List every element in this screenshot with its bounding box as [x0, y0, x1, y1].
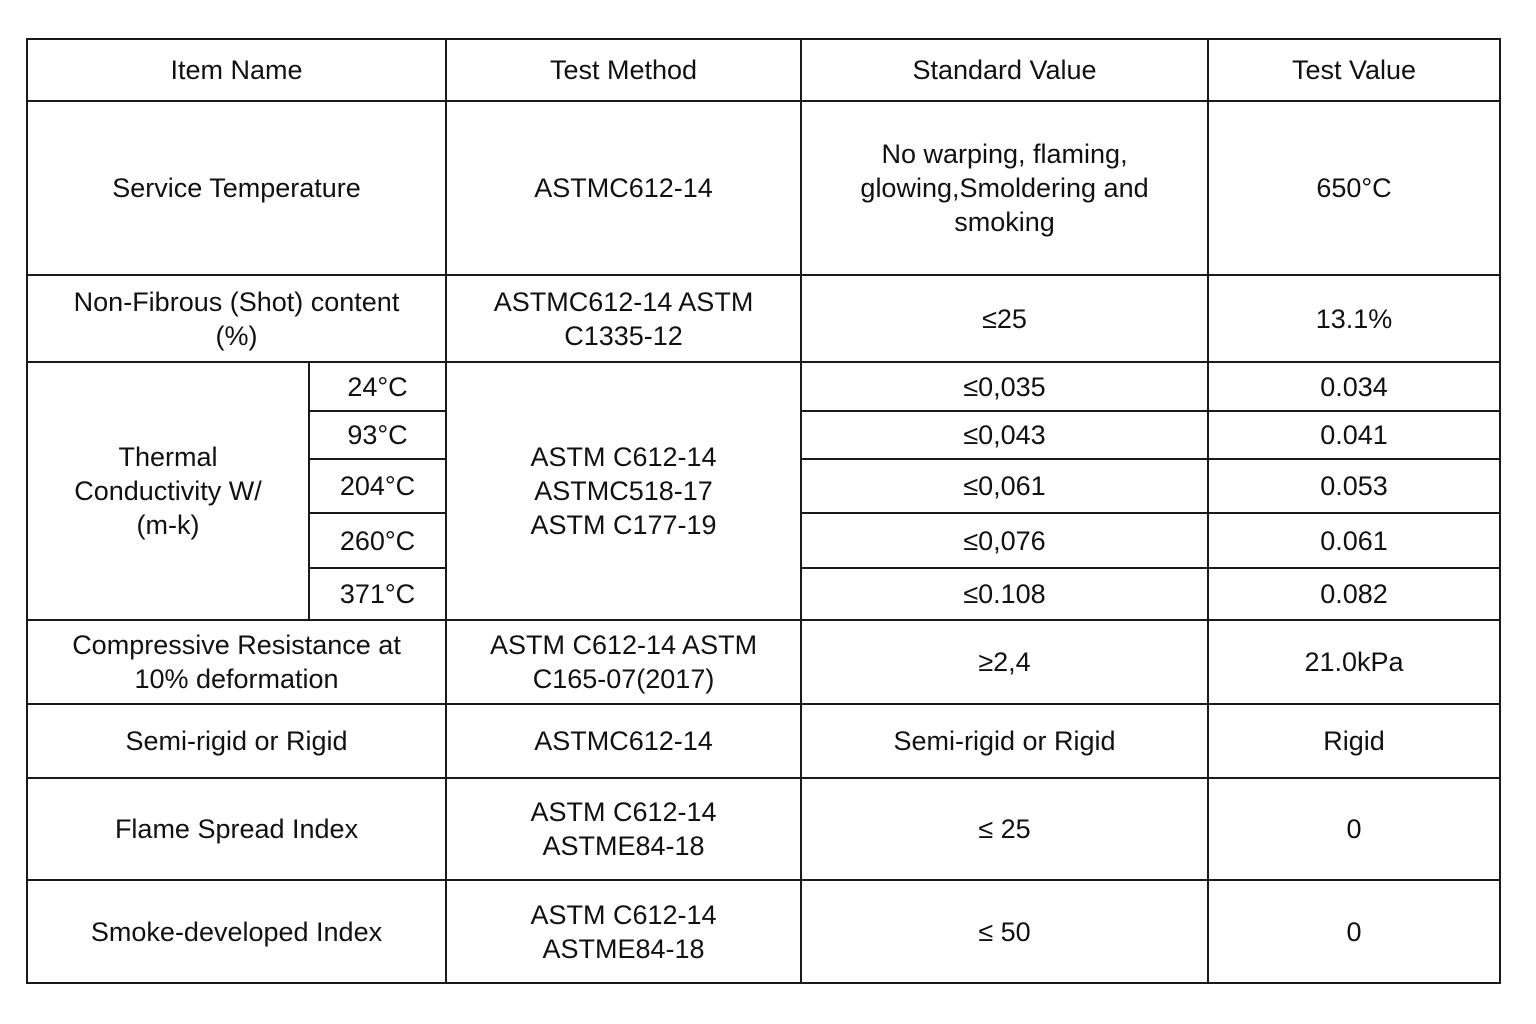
- item-name-cell: Service Temperature: [27, 101, 446, 275]
- temperature-cell: 204°C: [309, 459, 446, 513]
- temperature-cell: 93°C: [309, 411, 446, 459]
- item-name-cell: Non-Fibrous (Shot) content (%): [27, 275, 446, 362]
- table-row-flame-spread-index: [27, 778, 1500, 880]
- header-test-method: Test Method: [446, 39, 801, 101]
- temperature-cell: 260°C: [309, 513, 446, 568]
- standard-value-cell: ≤0.108: [801, 568, 1208, 620]
- standard-value-cell: ≤0,076: [801, 513, 1208, 568]
- standard-value-cell: ≤ 50: [801, 880, 1208, 983]
- test-value-cell: 0: [1208, 880, 1500, 983]
- test-value-cell: 0.053: [1208, 459, 1500, 513]
- item-name-cell: Compressive Resistance at 10% deformation: [27, 620, 446, 704]
- specification-table: [26, 38, 1501, 984]
- test-value-cell: 0.082: [1208, 568, 1500, 620]
- table-row-service-temperature: [27, 101, 1500, 275]
- standard-value-cell: ≤0,035: [801, 362, 1208, 411]
- standard-value-cell: ≤ 25: [801, 778, 1208, 880]
- test-method-cell: ASTM C612-14 ASTMC518-17 ASTM C177-19: [446, 362, 801, 620]
- header-row: [27, 39, 1500, 101]
- test-method-cell: ASTM C612-14 ASTME84-18: [446, 778, 801, 880]
- item-name-cell: Semi-rigid or Rigid: [27, 704, 446, 778]
- test-method-cell: ASTMC612-14 ASTM C1335-12: [446, 275, 801, 362]
- standard-value-cell: No warping, flaming, glowing,Smoldering and smoking: [801, 101, 1208, 275]
- header-test-value: Test Value: [1208, 39, 1500, 101]
- table-row-smoke-developed-index: [27, 880, 1500, 983]
- standard-value-cell: ≥2,4: [801, 620, 1208, 704]
- standard-value-cell: ≤0,061: [801, 459, 1208, 513]
- item-name-cell: Smoke-developed Index: [27, 880, 446, 983]
- test-value-cell: 21.0kPa: [1208, 620, 1500, 704]
- table-row-shot-content: [27, 275, 1500, 362]
- temperature-cell: 24°C: [309, 362, 446, 411]
- header-standard-value: Standard Value: [801, 39, 1208, 101]
- test-value-cell: 0.041: [1208, 411, 1500, 459]
- table-row-rigidity: [27, 704, 1500, 778]
- table-row-compressive-resistance: [27, 620, 1500, 704]
- standard-value-cell: ≤25: [801, 275, 1208, 362]
- standard-value-cell: ≤0,043: [801, 411, 1208, 459]
- test-method-cell: ASTM C612-14 ASTM C165-07(2017): [446, 620, 801, 704]
- test-value-cell: 650°C: [1208, 101, 1500, 275]
- header-item-name: Item Name: [27, 39, 446, 101]
- test-value-cell: 0.034: [1208, 362, 1500, 411]
- test-method-cell: ASTM C612-14 ASTME84-18: [446, 880, 801, 983]
- table-row-thermal-24c: [27, 362, 1500, 411]
- item-name-cell: Flame Spread Index: [27, 778, 446, 880]
- test-value-cell: 13.1%: [1208, 275, 1500, 362]
- item-name-cell: Thermal Conductivity W/ (m-k): [27, 362, 309, 620]
- test-method-cell: ASTMC612-14: [446, 101, 801, 275]
- temperature-cell: 371°C: [309, 568, 446, 620]
- test-value-cell: Rigid: [1208, 704, 1500, 778]
- test-method-cell: ASTMC612-14: [446, 704, 801, 778]
- standard-value-cell: Semi-rigid or Rigid: [801, 704, 1208, 778]
- test-value-cell: 0.061: [1208, 513, 1500, 568]
- test-value-cell: 0: [1208, 778, 1500, 880]
